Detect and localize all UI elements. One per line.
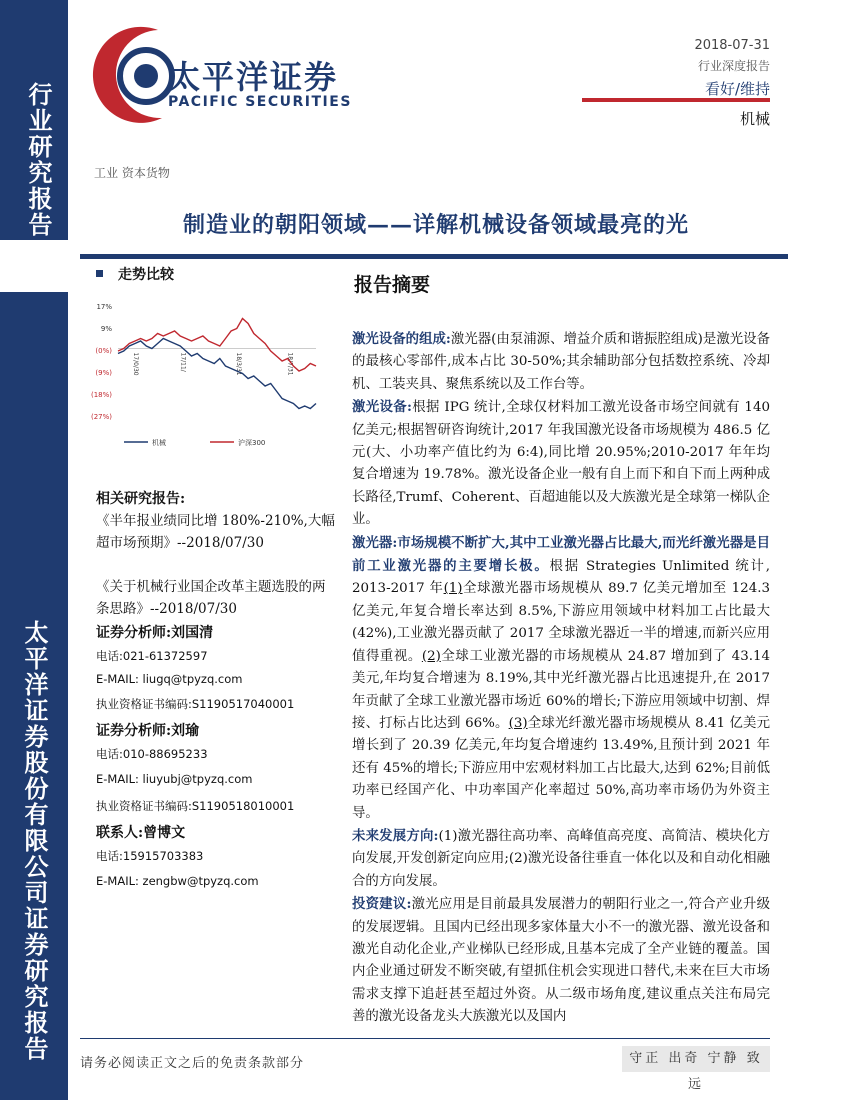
list-marker: (1) [443, 581, 463, 597]
paragraph-text: 全球激光器市场规模从 89.7 亿美元增加至 124.3 亿美元,年复合增长率达到 8.5%,下游应用领域中材料加工占比最大(42%),工业激光器贡献了 2017 全球激光器近一半的增速,而新兴应用值得重视。 [352, 581, 771, 664]
x-tick-label: 18/7/31 [286, 352, 294, 376]
paragraph-lead: 激光设备: [352, 399, 412, 416]
paragraph-text: 根据 IPG 统计,全球仅材料加工激光设备市场空间就有 140 亿美元;根据智研咨询统计,2017 年我国激光设备市场规模为 486.5 亿元(大、小功率产值比约为 6:4),同比增 20.95%;2010-2017 年年均复合增速为 19.78%。激光设备企业一般有自上而下和自下而上两种成长路径,Trumf、Coherent、百超迪能以及大族激光是全球第一梯队企业。 [352, 400, 770, 528]
contact-email[interactable]: E-MAIL: zengbw@tpyzq.com [96, 874, 259, 888]
analyst-heading: 证券分析师:刘瑜 [96, 723, 200, 739]
y-tick-label: (9%) [95, 369, 112, 377]
analyst-email[interactable]: E-MAIL: liuyubj@tpyzq.com [96, 772, 253, 786]
analyst-email[interactable]: E-MAIL: liugq@tpyzq.com [96, 672, 243, 686]
y-tick-label: 9% [100, 325, 112, 333]
sidebar-company-label: 太平洋证券股份有限公司证券研究报告 [20, 620, 49, 1062]
summary-paragraph [352, 893, 770, 1028]
footer-divider [80, 1038, 770, 1039]
related-report-link[interactable]: 《半年报业绩同比增 180%-210%,大幅超市场预期》--2018/07/30 [96, 513, 335, 551]
legend-label: 机械 [152, 439, 166, 447]
list-marker: (3) [508, 715, 528, 731]
analyst-phone: 电话:010-88695233 [96, 747, 208, 761]
footer-motto: 守正 出奇 宁静 致远 [622, 1046, 770, 1072]
paragraph-text: 全球工业激光器的市场规模从 24.87 增加到了 43.14 美元,年均复合增速为 8.19%,其中光纤激光器占比迅速提升,在 2017 年贡献了全球工业激光器市场近 60%的增长;下游应用领域中切割、焊接、打标占比达到 66%。 [352, 648, 771, 731]
summary-paragraph [352, 532, 770, 825]
report-type: 行业深度报告 [697, 59, 770, 73]
brand-name-en: PACIFIC SECURITIES [168, 94, 352, 110]
contact-phone: 电话:15915703383 [96, 849, 204, 863]
sidebar-bottom-band [0, 292, 68, 1100]
brand-name-cn: 太平洋证券 [168, 58, 339, 96]
rating-label: 看好/维持 [704, 80, 770, 98]
square-bullet-icon [96, 270, 103, 277]
y-tick-label: 17% [96, 303, 112, 311]
sidebar-top-band [0, 0, 68, 240]
related-reports-heading: 相关研究报告: [96, 491, 186, 507]
y-tick-label: (0%) [95, 347, 112, 355]
y-tick-label: (27%) [90, 413, 112, 421]
paragraph-text: 根据 Strategies Unlimited 统计, 2013-2017 年 [352, 559, 770, 597]
y-tick-label: (18%) [90, 391, 112, 399]
paragraph-text: (1)激光器往高功率、高峰值高亮度、高简洁、模块化方向发展,开发创新定向应用;(2)激光设备往垂直一体化以及和自动化相融合的方向发展。 [352, 828, 770, 889]
title-divider [80, 254, 788, 259]
footer-disclaimer: 请务必阅读正文之后的免责条款部分 [80, 1056, 305, 1071]
contact-heading: 联系人:曾博文 [96, 825, 186, 841]
list-marker: (2) [421, 648, 441, 664]
summary-paragraph [352, 328, 770, 396]
summary-body [352, 328, 770, 1029]
x-tick-label: 17/0/30 [131, 352, 139, 376]
related-report-link[interactable]: 《关于机械行业国企改革主题选股的两条思路》--2018/07/30 [96, 579, 326, 617]
analyst-cert: 执业资格证书编码:S1190517040001 [96, 697, 295, 711]
header-accent-line [582, 98, 770, 102]
sector-label: 工业 资本货物 [94, 166, 170, 180]
report-date: 2018-07-31 [694, 38, 770, 53]
analyst-phone: 电话:021-61372597 [96, 649, 208, 663]
summary-heading: 报告摘要 [354, 274, 431, 296]
paragraph-lead: 激光设备的组成: [352, 331, 451, 347]
trend-heading: 走势比较 [118, 267, 174, 283]
paragraph-lead: 未来发展方向: [352, 827, 439, 844]
paragraph-text: 激光器(由泵浦源、增益介质和谐振腔组成)是激光设备的最核心零部件,成本占比 30-50%;其余辅助部分包括数控系统、冷却机、工装夹具、聚焦系统以及工作台等。 [352, 332, 770, 392]
paragraph-lead: 激光器:市场规模不断扩大,其中工业激光器占比最大,而光纤激光器是目前工业激光器的主要增长极。 [352, 534, 770, 575]
x-tick-label: 18/3/31 [234, 352, 242, 376]
industry-label: 机械 [739, 110, 770, 128]
summary-paragraph [352, 396, 770, 531]
sidebar-report-category: 行业研究报告 [24, 82, 53, 238]
legend-label: 沪深300 [238, 439, 266, 447]
summary-paragraph [352, 825, 770, 893]
analyst-heading: 证券分析师:刘国清 [96, 625, 214, 641]
paragraph-text: 激光应用是目前最具发展潜力的朝阳行业之一,符合产业升级的发展逻辑。且国内已经出现多家体量大小不一的激光器、激光设备和激光自动化企业,产业梯队已经形成,且基本完成了全产业链的覆盖。国内企业通过研发不断突破,有望抓住机会实现进口替代,未来在巨大市场需求支撑下追赶甚至超过外资。从二级市场角度,建议重点关注布局完善的激光设备龙头大族激光以及国内 [352, 897, 770, 1025]
analyst-cert: 执业资格证书编码:S1190518010001 [96, 799, 295, 813]
paragraph-lead: 投资建议: [352, 896, 412, 913]
report-title: 制造业的朝阳领域——详解机械设备领域最亮的光 [182, 212, 689, 238]
paragraph-text: 全球光纤激光器市场规模从 8.41 亿美元增长到了 20.39 亿美元,年均复合增速约 13.49%,且预计到 2021 年还有 45%的增长;下游应用中宏观材料加工占比最大,达到 62%;目前低功率已经国产化、中功率国产化率超过 50%,高功率市场仍为外资主导。 [352, 715, 770, 821]
trend-chart [84, 294, 324, 454]
x-tick-label: 17/11/ [179, 352, 187, 372]
sidebar [0, 0, 68, 1100]
